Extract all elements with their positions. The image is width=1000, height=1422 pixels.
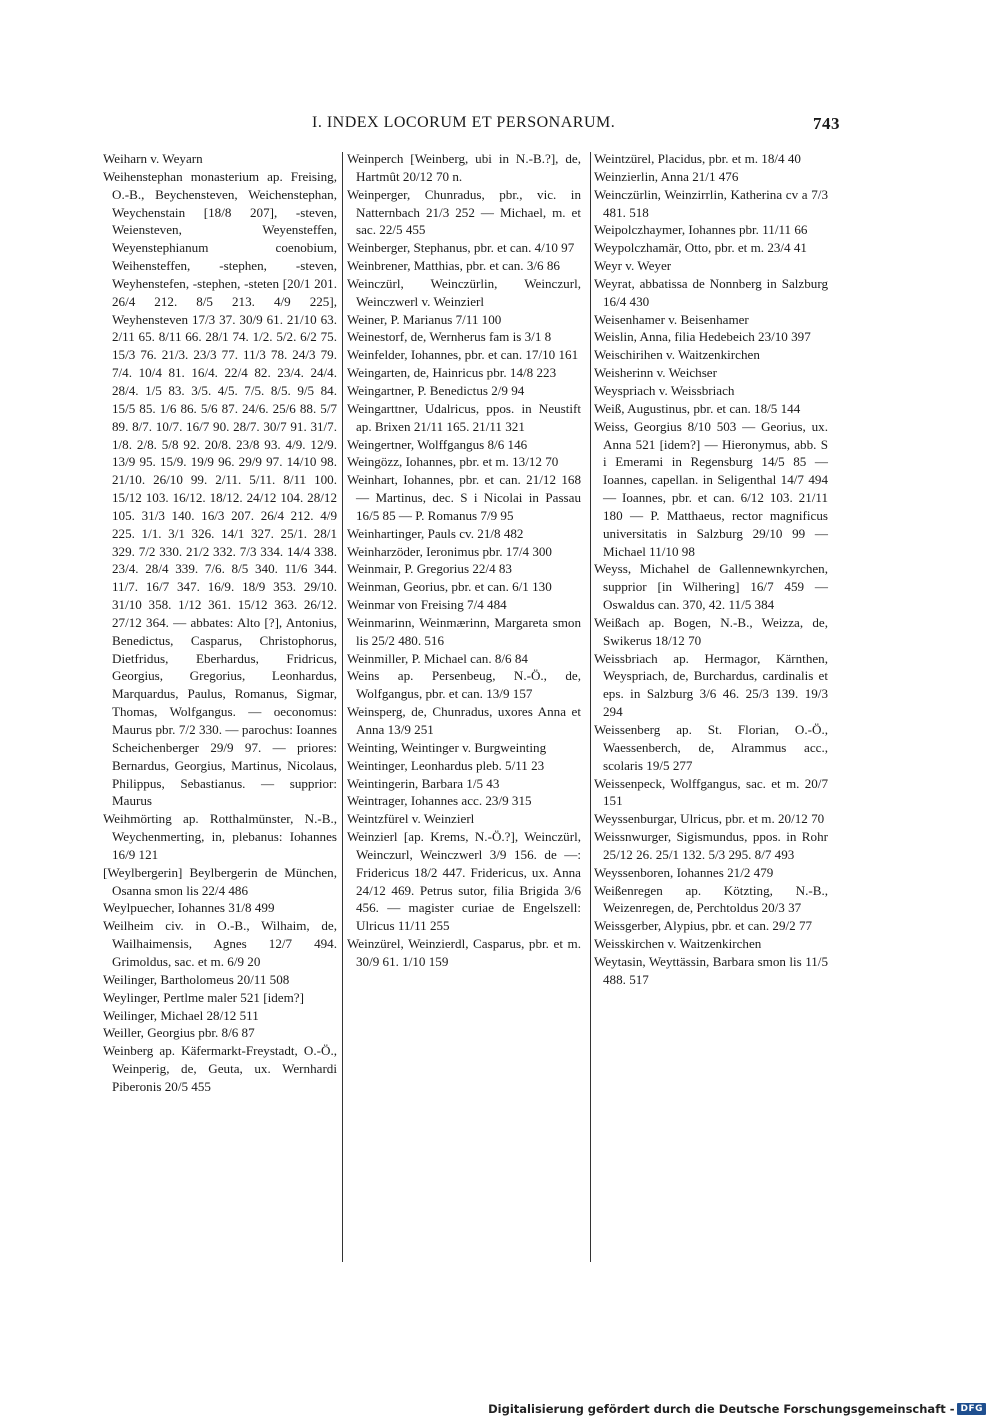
index-entry: Weyss, Michahel de Gallennewnkyrchen, supprior [in Wilhering] 16/7 459 — Oswaldus can. 370, 42. 11/5 384: [594, 561, 828, 613]
index-entry: Weissenpeck, Wolffgangus, sac. et m. 20/7 151: [594, 775, 828, 809]
index-entry: Weilinger, Michael 28/12 511: [103, 1007, 259, 1023]
index-entry: Weissenberg ap. St. Florian, O.-Ö., Waessenberch, de, Alrammus acc., scolaris 19/5 277: [594, 722, 828, 773]
index-entry: Weingözz, Iohannes, pbr. et m. 13/12 70: [347, 454, 559, 470]
index-entry: Weinzierlin, Anna 21/1 476: [594, 168, 739, 184]
index-entry: Weinberg ap. Käfermarkt-Freystadt, O.-Ö., Weinperig, de, Geuta, ux. Wernhardi Piberonis 20/5 455: [103, 1043, 337, 1094]
index-entry: Weintinger, Leonhardus pleb. 5/11 23: [347, 757, 545, 773]
index-entry: Weiner, P. Marianus 7/11 100: [347, 311, 502, 327]
index-entry: Weinbrener, Matthias, pbr. et can. 3/6 86: [347, 258, 560, 274]
index-entry: Weinperch [Weinberg, ubi in N.-B.?], de, Hartmût 20/12 70 n.: [347, 151, 581, 184]
index-entry: Weinharzöder, Ieronimus pbr. 17/4 300: [347, 543, 552, 559]
index-entry: Weinberger, Stephanus, pbr. et can. 4/10 97: [347, 240, 575, 256]
index-entry: Weylinger, Pertlme maler 521 [idem?]: [103, 989, 304, 1005]
index-entry: Weischirihen v. Waitzenkirchen: [594, 347, 760, 363]
index-entry: Weintrager, Iohannes acc. 23/9 315: [347, 793, 532, 809]
index-column-2: [347, 150, 581, 971]
index-entry: Weinperger, Chunradus, pbr., vic. in Natternbach 21/3 252 — Michael, m. et sac. 22/5 455: [347, 186, 581, 238]
index-entry: Weyrat, abbatissa de Nonnberg in Salzburg 16/4 430: [594, 275, 828, 309]
page-number: 743: [813, 114, 840, 133]
index-entry: Weislin, Anna, filia Hedebeich 23/10 397: [594, 329, 811, 345]
index-entry: Weinzierl [ap. Krems, N.-Ö.?], Weinczürl, Weinczurl, Weinczwerl 3/9 156. de —: Fridericus 18/2 447. Fridericus, ux. Anna 24/12 469. Petrus sutor, filia Brigida 3/6 456. — magister curiae de Engelszell: Ulricus 11/11 255: [347, 829, 581, 934]
running-header: [100, 114, 840, 136]
column-divider: [342, 152, 343, 1262]
column-divider: [590, 152, 591, 1262]
index-entry: Weißach ap. Bogen, N.-B., Weizza, de, Swikerus 18/12 70: [594, 614, 828, 648]
index-entry: Weintingerin, Barbara 1/5 43: [347, 775, 500, 791]
index-entry: Weissgerber, Alypius, pbr. et can. 29/2 77: [594, 918, 813, 934]
index-entry: Weinting, Weintinger v. Burgweinting: [347, 739, 547, 755]
index-entry: Weinczürlin, Weinzirrlin, Katherina cv a 7/3 481. 518: [594, 186, 828, 220]
index-entry: Weyssenburgar, Ulricus, pbr. et m. 20/12 70: [594, 811, 825, 827]
index-entry: Weinmarinn, Weinmærinn, Margareta smon lis 25/2 480. 516: [347, 614, 581, 648]
index-entry: Weinczürl, Weinczürlin, Weinczurl, Weinczwerl v. Weinzierl: [347, 275, 581, 309]
index-column-1: [103, 150, 337, 1096]
funding-footer: [488, 1402, 986, 1416]
index-entry: Weiller, Georgius pbr. 8/6 87: [103, 1025, 255, 1041]
index-entry: Weyssenboren, Iohannes 21/2 479: [594, 864, 774, 880]
index-entry: Weytasin, Weyttässin, Barbara smon lis 11/5 488. 517: [594, 953, 828, 987]
index-entry: Weiharn v. Weyarn: [103, 151, 203, 166]
index-entry: [Weylbergerin] Beylbergerin de München, Osanna smon lis 22/4 486: [103, 864, 337, 898]
index-entry: Weinhart, Iohannes, pbr. et can. 21/12 168 — Martinus, dec. S i Nicolai in Passau 16/5 85 — P. Romanus 7/9 95: [347, 472, 581, 523]
index-entry: Weilheim civ. in O.-B., Wilhaim, de, Wailhaimensis, Agnes 12/7 494. Grimoldus, sac. et m. 6/9 20: [103, 918, 337, 969]
index-entry: Weylpuecher, Iohannes 31/8 499: [103, 900, 275, 916]
index-entry: Weinhartinger, Pauls cv. 21/8 482: [347, 525, 524, 541]
index-entry: Weihmörting ap. Rotthalmünster, N.-B., Weychenmerting, in, plebanus: Iohannes 16/9 121: [103, 811, 337, 862]
dfg-logo: DFG: [957, 1403, 986, 1415]
footer-text: Digitalisierung gefördert durch die Deutsche Forschungsgemeinschaft -: [488, 1402, 955, 1416]
index-entry: Weinmar von Freising 7/4 484: [347, 597, 507, 613]
index-entry: Weins ap. Persenbeug, N.-Ö., de, Wolfgangus, pbr. et can. 13/9 157: [347, 668, 581, 702]
index-entry: Weinestorf, de, Wernherus fam is 3/1 8: [347, 329, 552, 345]
index-entry: Weintzfürel v. Weinzierl: [347, 811, 475, 827]
index-entry: Weißenregen ap. Kötzting, N.-B., Weizenregen, de, Perchtoldus 20/3 37: [594, 882, 828, 916]
index-entry: Weinzürel, Weinzierdl, Casparus, pbr. et m. 30/9 61. 1/10 159: [347, 936, 581, 969]
index-entry: Weinmair, P. Gregorius 22/4 83: [347, 561, 512, 577]
index-entry: Weingarttner, Udalricus, ppos. in Neustift ap. Brixen 21/11 165. 21/11 321: [347, 400, 581, 434]
index-entry: Weissbriach ap. Hermagor, Kärnthen, Weyspriach, de, Burchardus, cardinalis et eps. in Salzburg 3/6 46. 25/3 139. 19/3 294: [594, 650, 828, 720]
index-entry: Weintzürel, Placidus, pbr. et m. 18/4 40: [594, 151, 801, 166]
index-entry: Weisherinn v. Weichser: [594, 365, 717, 381]
index-entry: Weisskirchen v. Waitzenkirchen: [594, 936, 762, 952]
index-entry: Weiß, Augustinus, pbr. et can. 18/5 144: [594, 400, 801, 416]
index-entry: Weinsperg, de, Chunradus, uxores Anna et Anna 13/9 251: [347, 704, 581, 737]
index-entry: Weyr v. Weyer: [594, 258, 672, 274]
index-entry: Weypolczhamär, Otto, pbr. et m. 23/4 41: [594, 240, 807, 256]
index-entry: Weiss, Georgius 8/10 503 — Georius, ux. Anna 521 [idem?] — Hieronymus, abb. S i Emerami in Regensburg 14/5 85 — Ioannes, capellan. in Seligenthal 14/7 494 — Ioannes, pbr. et can. 6/12 103. 21/11 180 — P. Matthaeus, rector magnificus universitatis in Salzburg 29/10 99 — Michael 11/10 98: [594, 418, 828, 559]
index-entry: Weyspriach v. Weissbriach: [594, 382, 735, 398]
index-entry: Weisenhamer v. Beisenhamer: [594, 311, 749, 327]
index-column-3: [594, 150, 828, 989]
index-entry: Weingertner, Wolffgangus 8/6 146: [347, 436, 528, 452]
index-entry: Weissnwurger, Sigismundus, ppos. in Rohr 25/12 26. 25/1 132. 5/3 295. 8/7 493: [594, 829, 828, 862]
index-entry: Weingartner, P. Benedictus 2/9 94: [347, 382, 525, 398]
index-entry: Weinman, Georius, pbr. et can. 6/1 130: [347, 579, 552, 595]
index-entry: Weingarten, de, Hainricus pbr. 14/8 223: [347, 365, 557, 381]
index-entry: Weipolczhaymer, Iohannes pbr. 11/11 66: [594, 222, 808, 238]
index-entry: Weinmiller, P. Michael can. 8/6 84: [347, 650, 528, 666]
index-entry: Weinfelder, Iohannes, pbr. et can. 17/10 161: [347, 347, 579, 363]
index-entry: Weihenstephan monasterium ap. Freising, O.-B., Beychensteven, Weichenstephan, Weychenstain [18/8 207], -steven, Weiensteven, Weyensteffen, Weyenstephianum coenobium, Weihensteffen, -stephen, -steven, Weyhenstefen, -stephen, -steten [20/1 201. 26/4 212. 8/5 213. 4/9 225], Weyhensteven 17/3 37. 30/9 61. 21/10 63. 2/11 65. 8/11 66. 28/1 74. 1/2. 5/2. 6/2 75. 15/3 76. 21/3. 23/3 77. 11/3 78. 24/3 79. 7/4. 10/4 81. 16/4. 22/4 82. 23/4. 24/4. 28/4. 1/5 83. 3/5. 4/5. 7/5. 8/5. 9/5 84. 15/5 85. 1/6 86. 5/6 87. 24/6. 25/6 88. 5/7 89. 8/7. 10/7. 16/7 90. 28/7. 30/7 91. 31/7. 1/8. 2/8. 5/8 92. 20/8. 23/8 93. 4/9. 12/9. 13/9 95. 15/9. 19/9 96. 29/9 97. 14/10 98. 21/10. 26/10 99. 2/11. 5/11. 8/11 100. 15/12 103. 16/12. 18/12. 24/12 104. 28/12 105. 31/3 140. 16/3 207. 26/4 212. 4/9 225. 1/1. 3/1 326. 14/1 327. 25/1. 28/1 329. 7/2 330. 21/2 332. 7/3 334. 14/4 338. 23/4. 28/4 339. 7/6. 8/5 340. 11/6 344. 11/7. 16/7 347. 16/9. 18/9 353. 29/10. 31/10 358. 1/12 361. 15/12 363. 26/12. 27/12 364. — abbates: Alto [?], Antonius, Benedictus, Casparus, Christophorus, Dietfridus, Eberhardus, Fridricus, Georgius, Gregorius, Leonhardus, Marquardus, Paulus, Romanus, Sigmar, Thomas, Wolfgangus. — oeconomus: Maurus pbr. 7/2 330. — parochus: Ioannes Scheichenberger 29/9 97. — priores: Bernardus, Georgius, Martinus, Nicolaus, Philippus, Sebastianus. — supprior: Maurus: [103, 168, 337, 809]
running-title: I. INDEX LOCORUM ET PERSONARUM.: [312, 114, 616, 131]
index-entry: Weilinger, Bartholomeus 20/11 508: [103, 971, 290, 987]
